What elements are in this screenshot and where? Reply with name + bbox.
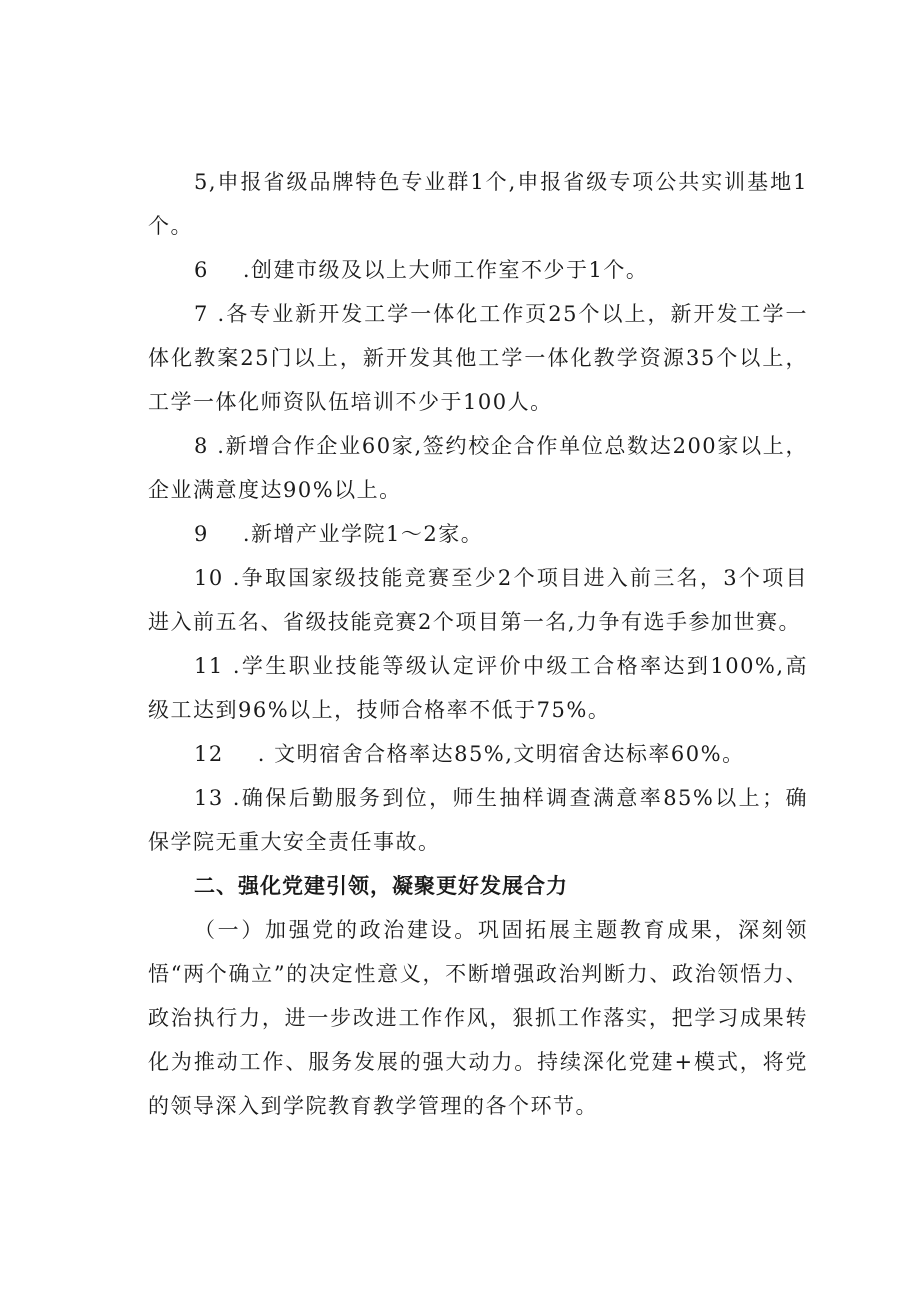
item-number-9: 9 xyxy=(194,522,209,546)
item-text-12: . 文明宿舍合格率达85%,文明宿舍达标率60%。 xyxy=(257,742,745,766)
item-number-12: 12 xyxy=(194,742,224,766)
list-item-7: 7 .各专业新开发工学一体化工作页25个以上，新开发工学一体化教案25门以上，新开发其他工学一体化教学资源35个以上，工学一体化师资队伍培训不少于100人。 xyxy=(148,302,808,414)
list-item-12 xyxy=(148,732,808,776)
item-text-6: .创建市级及以上大师工作室不少于1个。 xyxy=(242,258,649,282)
document-body xyxy=(148,160,808,1128)
section-heading: 二、强化党建引领，凝聚更好发展合力 xyxy=(194,874,568,898)
list-item-8: 8 .新增合作企业60家,签约校企合作单位总数达200家以上，企业满意度达90%以上。 xyxy=(148,434,808,502)
list-item-11: 11 .学生职业技能等级认定评价中级工合格率达到100%,高级工达到96%以上，技师合格率不低于75%。 xyxy=(148,654,808,722)
list-item-5: 5,申报省级品牌特色专业群1个,申报省级专项公共实训基地1个。 xyxy=(148,170,808,238)
item-text-9: .新增产业学院1〜2家。 xyxy=(242,522,484,546)
item-number-6: 6 xyxy=(194,258,209,282)
section-paragraph-1: （一）加强党的政治建设。巩固拓展主题教育成果，深刻领悟“两个确立”的决定性意义，不断增强政治判断力、政治领悟力、政治执行力，进一步改进工作作风，狠抓工作落实，把学习成果转化为推动工作、服务发展的强大动力。持续深化党建+模式，将党的领导深入到学院教育教学管理的各个环节。 xyxy=(148,918,808,1118)
list-item-13: 13 .确保后勤服务到位，师生抽样调查满意率85%以上；确保学院无重大安全责任事故。 xyxy=(148,786,808,854)
list-item-10: 10 .争取国家级技能竞赛至少2个项目进入前三名，3个项目进入前五名、省级技能竞赛2个项目第一名,力争有选手参加世赛。 xyxy=(148,566,808,634)
list-item-6 xyxy=(148,248,808,292)
list-item-9 xyxy=(148,512,808,556)
